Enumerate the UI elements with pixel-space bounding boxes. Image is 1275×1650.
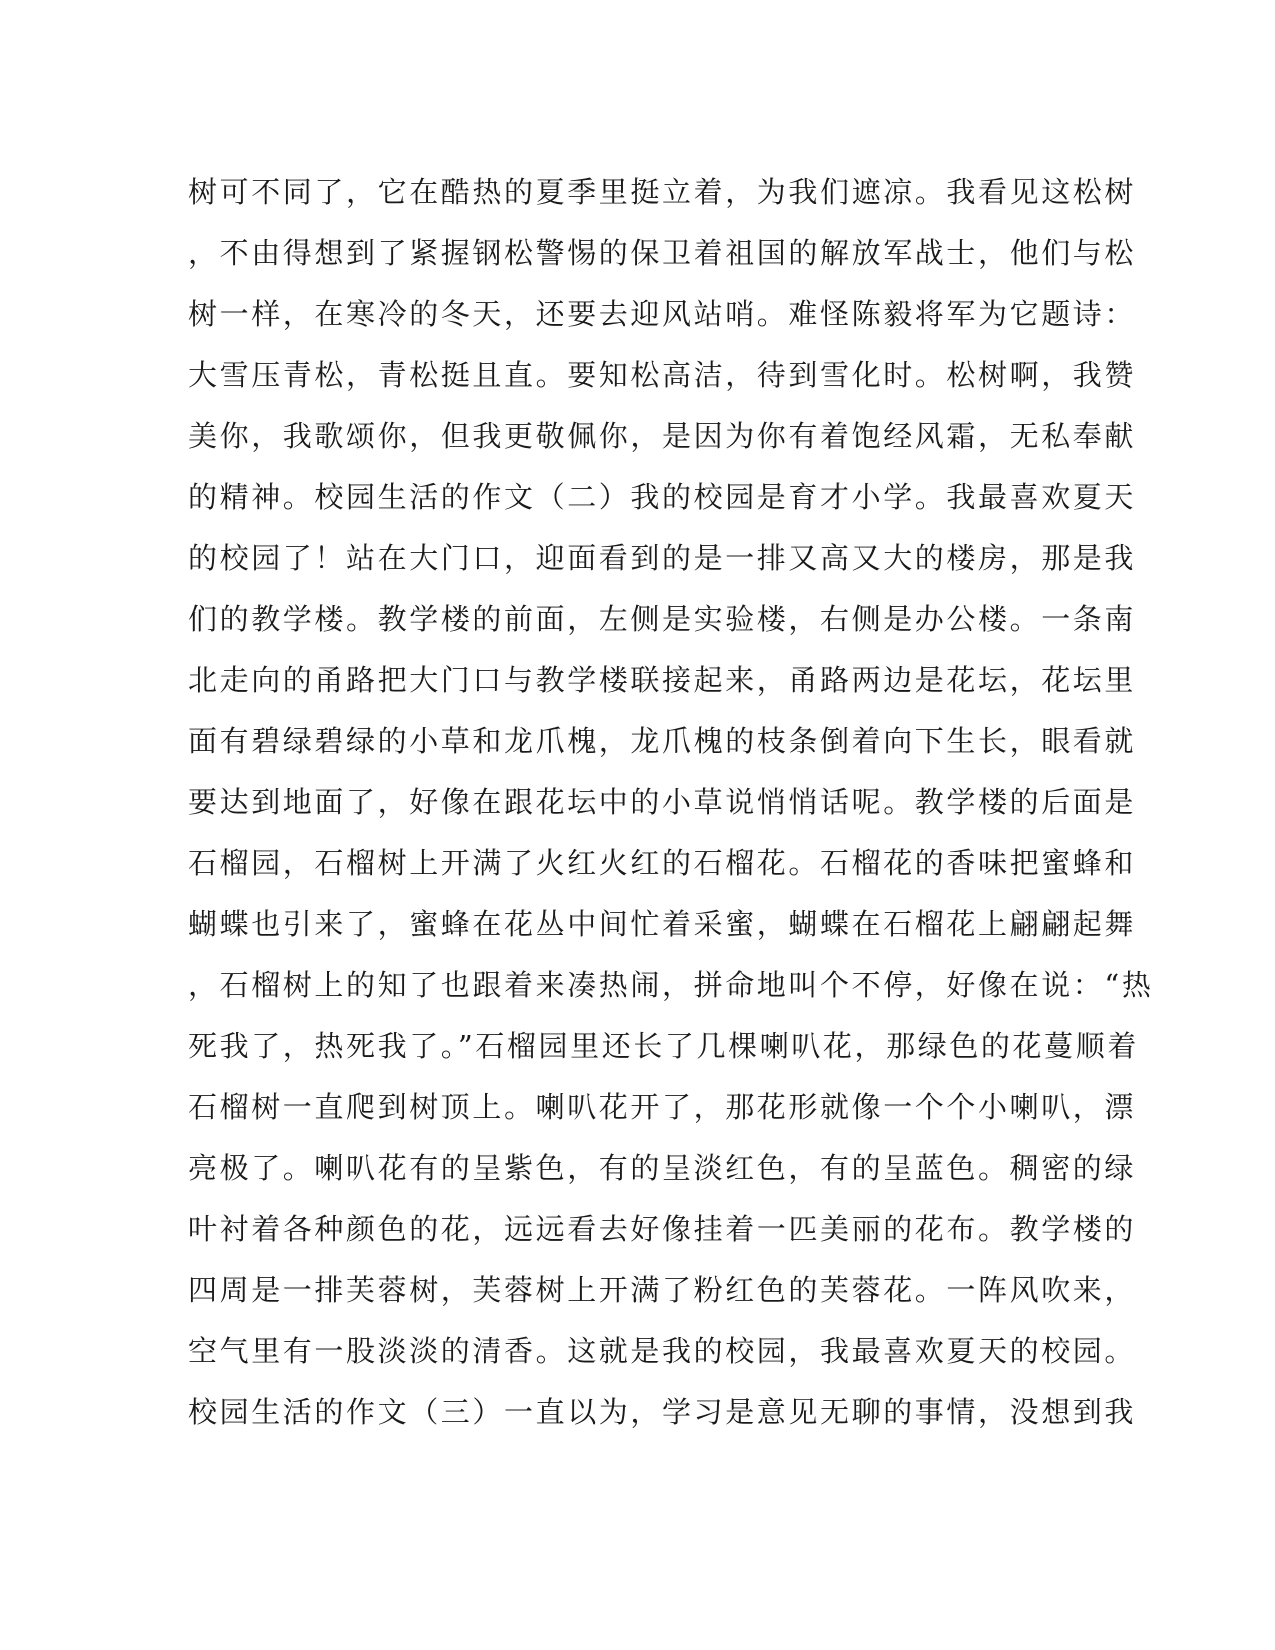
text-line: 大雪压青松，青松挺且直。要知松高洁，待到雪化时。松树啊，我赞	[188, 358, 1137, 392]
text-line: 校园生活的作文（三）一直以为，学习是意见无聊的事情，没想到我	[188, 1395, 1137, 1429]
text-line: 空气里有一股淡淡的清香。这就是我的校园，我最喜欢夏天的校园。	[188, 1334, 1137, 1368]
text-line: 面有碧绿碧绿的小草和龙爪槐，龙爪槐的枝条倒着向下生长，眼看就	[188, 724, 1137, 758]
text-line: 树一样，在寒冷的冬天，还要去迎风站哨。难怪陈毅将军为它题诗：	[188, 297, 1137, 331]
text-line: 要达到地面了，好像在跟花坛中的小草说悄悄话呢。教学楼的后面是	[188, 785, 1137, 819]
text-line: 石榴园，石榴树上开满了火红火红的石榴花。石榴花的香味把蜜蜂和	[188, 846, 1137, 880]
text-line: 北走向的甬路把大门口与教学楼联接起来，甬路两边是花坛，花坛里	[188, 663, 1137, 697]
text-line: 四周是一排芙蓉树，芙蓉树上开满了粉红色的芙蓉花。一阵风吹来，	[188, 1273, 1137, 1307]
text-line: 叶衬着各种颜色的花，远远看去好像挂着一匹美丽的花布。教学楼的	[188, 1212, 1137, 1246]
text-line: 树可不同了，它在酷热的夏季里挺立着，为我们遮凉。我看见这松树	[188, 175, 1137, 209]
text-line: 死我了，热死我了。”石榴园里还长了几棵喇叭花，那绿色的花蔓顺着	[188, 1029, 1139, 1063]
text-line: 蝴蝶也引来了，蜜蜂在花丛中间忙着采蜜，蝴蝶在石榴花上翩翩起舞	[188, 907, 1137, 941]
text-line: 美你，我歌颂你，但我更敬佩你，是因为你有着饱经风霜，无私奉献	[188, 419, 1137, 453]
text-line: 的校园了！站在大门口，迎面看到的是一排又高又大的楼房，那是我	[188, 541, 1137, 575]
text-line: 的精神。校园生活的作文（二）我的校园是育才小学。我最喜欢夏天	[188, 480, 1137, 514]
text-line: ，不由得想到了紧握钢松警惕的保卫着祖国的解放军战士，他们与松	[188, 236, 1137, 270]
body-text	[188, 162, 1154, 1443]
text-line: 们的教学楼。教学楼的前面，左侧是实验楼，右侧是办公楼。一条南	[188, 602, 1137, 636]
text-line: ，石榴树上的知了也跟着来凑热闹，拼命地叫个不停，好像在说：“热	[188, 968, 1154, 1002]
text-line: 石榴树一直爬到树顶上。喇叭花开了，那花形就像一个个小喇叭，漂	[188, 1090, 1137, 1124]
text-line: 亮极了。喇叭花有的呈紫色，有的呈淡红色，有的呈蓝色。稠密的绿	[188, 1151, 1137, 1185]
